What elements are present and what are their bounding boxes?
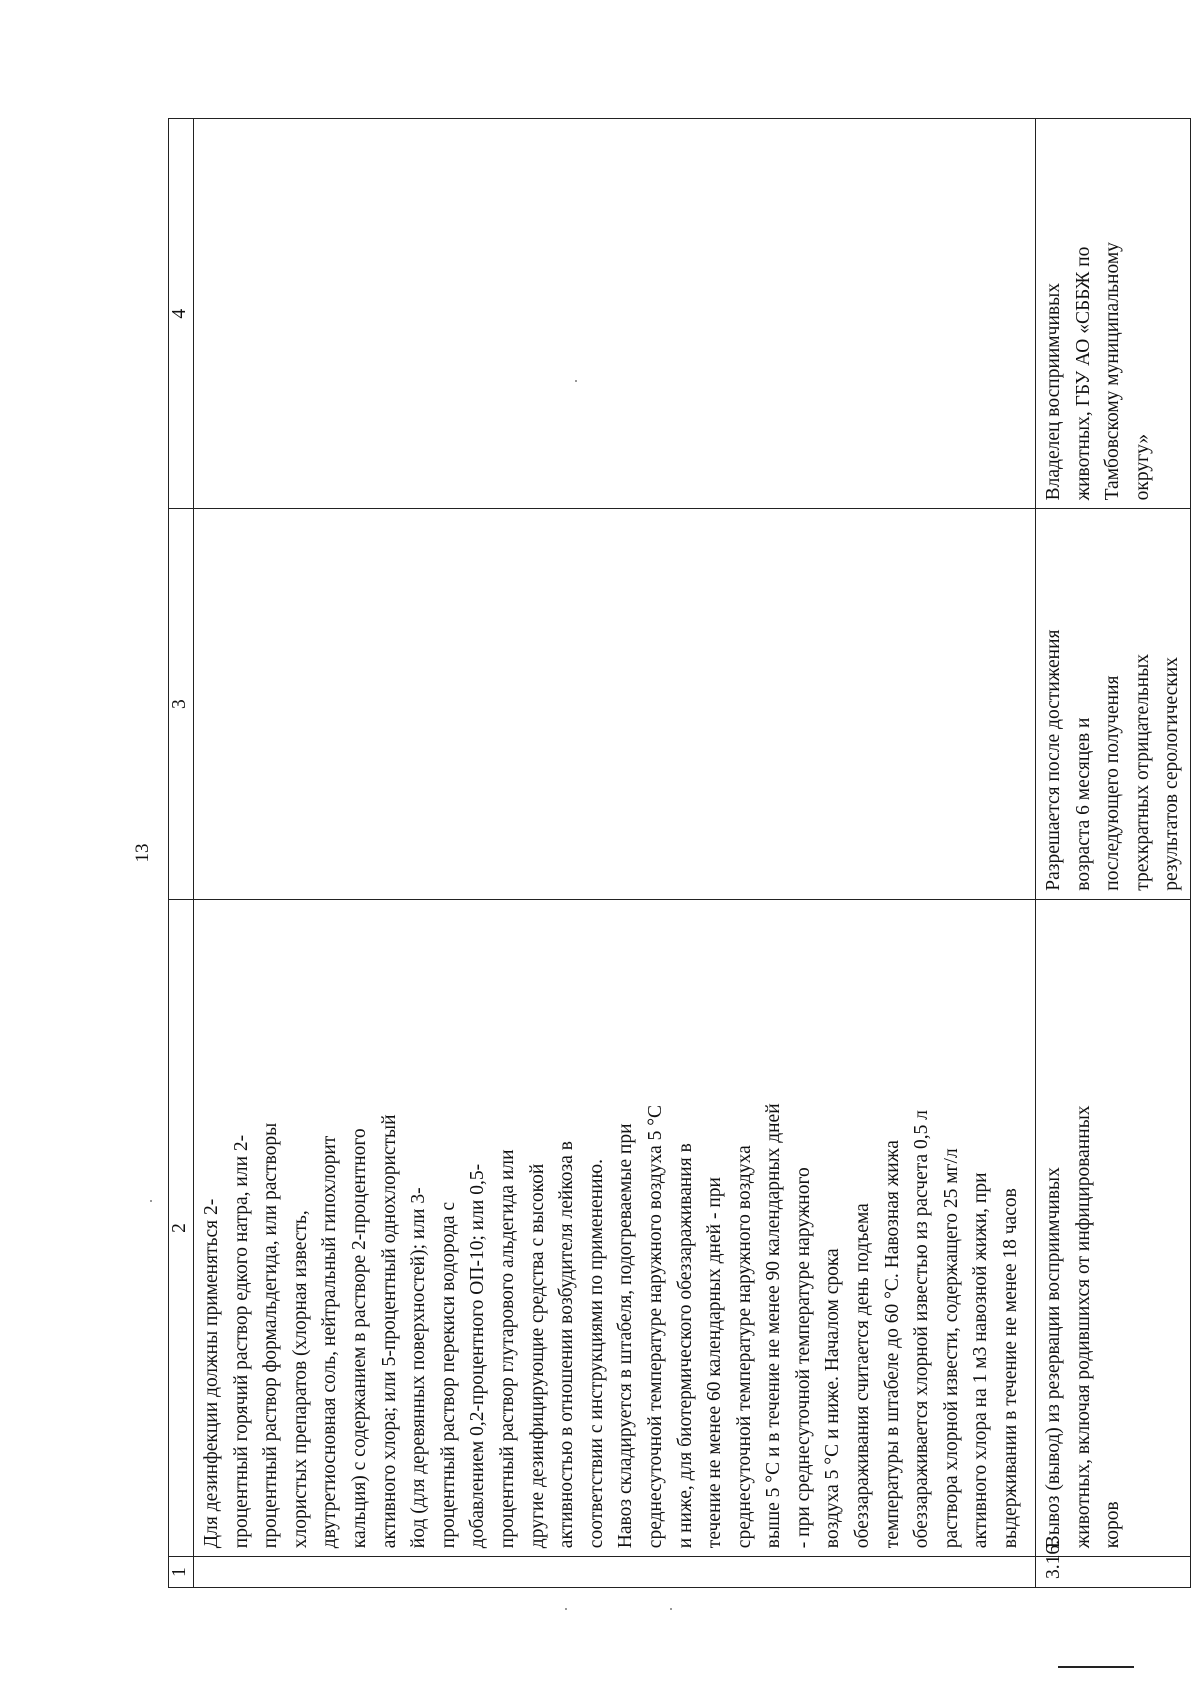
text-line: активного хлора; или 5-процентный однохлористый xyxy=(378,1114,400,1549)
conditions-cell xyxy=(1036,509,1191,899)
table-header-row xyxy=(169,119,194,1588)
text-line: течение не менее 60 календарных дней - при xyxy=(704,1177,726,1549)
text-line: процентный раствор формальдегида, или растворы xyxy=(260,1122,282,1549)
text-line: воздуха 5 °С и ниже. Началом срока xyxy=(822,1248,844,1549)
row-number: 3.16. xyxy=(1036,1557,1191,1588)
text-line: температуры в штабеле до 60 °С. Навозная жижа xyxy=(881,1140,903,1549)
responsible-cell xyxy=(194,119,1036,509)
text-line: кальция) с содержанием в растворе 2-процентного xyxy=(348,1128,370,1549)
measures-table xyxy=(168,118,1191,1588)
text-line: животных, включая родившихся от инфицированных xyxy=(1072,1105,1094,1549)
text-line: процентный горячий раствор едкого натра, или 2- xyxy=(230,1134,252,1549)
scan-speck xyxy=(670,1608,672,1610)
text-line: раствора хлорной извести, содержащего 25 мг/л xyxy=(940,1148,962,1549)
text-line: обеззараживается хлорной известью из расчета 0,5 л xyxy=(911,1109,933,1549)
text-line: активностью в отношении возбудителя лейкоза в xyxy=(556,1141,578,1549)
text-line: Разрешается после достижения xyxy=(1043,629,1064,891)
text-line: хлористых препаратов (хлорная известь, xyxy=(289,1210,311,1549)
text-line: йод (для деревянных поверхностей); или 3- xyxy=(408,1187,430,1549)
text-line: коров xyxy=(1102,1501,1124,1549)
column-header: 2 xyxy=(169,899,194,1556)
responsible-cell xyxy=(1036,119,1191,509)
column-header: 1 xyxy=(169,1557,194,1588)
text-line: трехкратных отрицательных xyxy=(1131,653,1153,891)
page-number: 13 xyxy=(132,843,153,863)
text-line: обеззараживания считается день подъема xyxy=(852,1203,874,1549)
text-line: Для дезинфекции должны применяться 2- xyxy=(201,1198,222,1549)
column-header: 3 xyxy=(169,509,194,899)
scan-speck xyxy=(565,1608,567,1610)
measure-text xyxy=(194,899,1036,1556)
text-line: среднесуточной температуре наружного воздуха xyxy=(733,1145,755,1549)
text-line: процентный раствор глутарового альдегида или xyxy=(496,1149,518,1549)
text-line: результатов серологических xyxy=(1161,657,1183,891)
scan-speck xyxy=(150,1200,152,1202)
text-line: Вывоз (вывод) из резервации восприимчивых xyxy=(1043,1167,1064,1549)
rotated-page xyxy=(132,118,1183,1588)
row-number xyxy=(194,1557,1036,1588)
text-line: возраста 6 месяцев и xyxy=(1072,717,1094,891)
column-header: 4 xyxy=(169,119,194,509)
text-line: - при среднесуточной температуре наружного xyxy=(792,1167,814,1549)
text-line: другие дезинфицирующие средства с высокой xyxy=(526,1163,548,1549)
text-line: и ниже, для биотермического обеззараживания в xyxy=(674,1143,696,1549)
text-line: последующего получения xyxy=(1102,675,1124,891)
text-line: среднесуточной температуре наружного воздуха 5 °С xyxy=(644,1104,666,1549)
text-line: выше 5 °С и в течение не менее 90 календарных дней xyxy=(763,1103,785,1549)
footer-rule xyxy=(1058,1666,1134,1668)
text-line: процентный раствор перекиси водорода с xyxy=(437,1201,459,1549)
text-line: добавлением 0,2-процентного ОП-10; или 0,5- xyxy=(467,1163,489,1549)
text-line: выдерживании в течение не менее 18 часов xyxy=(1000,1188,1022,1549)
conditions-cell xyxy=(194,509,1036,899)
text-line: активного хлора на 1 м3 навозной жижи, при xyxy=(970,1172,992,1549)
text-line: Владелец восприимчивых xyxy=(1043,283,1064,501)
text-line: двутретиосновная соль, нейтральный гипохлорит xyxy=(319,1135,341,1549)
text-line: Навоз складируется в штабеля, подогреваемые при xyxy=(615,1123,637,1549)
text-line: животных, ГБУ АО «СББЖ по xyxy=(1072,246,1094,501)
scan-speck xyxy=(575,380,577,382)
text-line: Тамбовскому муниципальному xyxy=(1102,242,1124,501)
text-line: округу» xyxy=(1131,433,1153,501)
table-row xyxy=(194,119,1036,1588)
text-line: соответствии с инструкциями по применению. xyxy=(585,1159,607,1549)
table-row xyxy=(1036,119,1191,1588)
measure-text xyxy=(1036,899,1191,1556)
